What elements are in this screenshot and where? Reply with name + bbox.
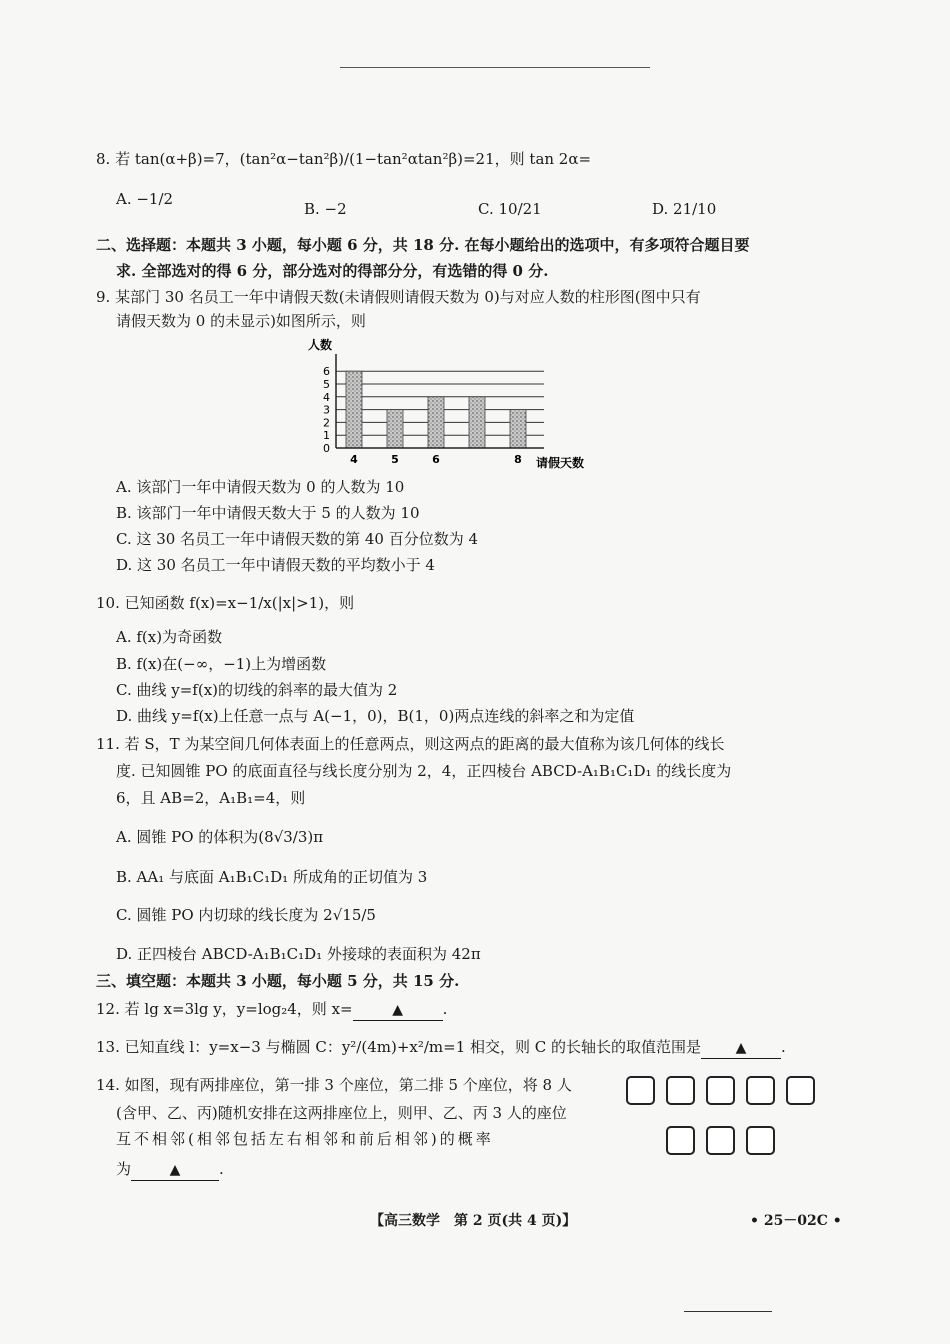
q10-stem: 10. 已知函数 f(x)=x−1/x(|x|>1)，则 [96,594,355,612]
q14-line1: 14. 如图，现有两排座位，第一排 3 个座位，第二排 5 个座位，将 8 人 [96,1076,572,1094]
seat-row1-2 [666,1076,695,1105]
q12 [96,1000,447,1021]
q8-option-b: B. −2 [304,200,347,218]
footer-page-info: 【高三数学 第 2 页(共 4 页)】 [370,1213,577,1229]
seat-row1-1 [626,1076,655,1105]
q9-line2: 请假天数为 0 的未显示)如图所示，则 [116,312,366,330]
section2-line2: 求. 全部选对的得 6 分，部分选对的得部分分，有选错的得 0 分. [116,262,549,280]
q8-option-c: C. 10/21 [478,200,542,218]
q14-answer-blank[interactable] [131,1160,219,1181]
q9-line1: 9. 某部门 30 名员工一年中请假天数(未请假则请假天数为 0)与对应人数的柱形图(图中只有 [96,288,701,306]
q13 [96,1038,786,1059]
chart-bar-4 [346,371,362,448]
seat-row2-3 [746,1126,775,1155]
q8-stem: 8. 若 tan(α+β)=7，(tan²α−tan²β)/(1−tan²αtan²β)=21，则 tan 2α= [96,150,592,168]
chart-bar-7 [469,397,485,448]
q14-line2: (含甲、乙、丙)随机安排在这两排座位上，则甲、乙、丙 3 人的座位 [116,1104,567,1122]
q13-text: 13. 已知直线 l：y=x−3 与椭圆 C：y²/(4m)+x²/m=1 相交，则 C 的长轴长的取值范围是 [96,1038,702,1056]
q10-option-b: B. f(x)在(−∞，−1)上为增函数 [116,655,327,673]
footer-code: • 25－02C • [750,1213,842,1229]
chart-bar-5 [387,410,403,448]
answer-mark-icon: ▲ [735,1040,747,1056]
q11-line1: 11. 若 S，T 为某空间几何体表面上的任意两点，则这两点的距离的最大值称为该几何体的线长 [96,735,725,753]
q9-option-d: D. 这 30 名员工一年中请假天数的平均数小于 4 [116,556,435,574]
chart-y-tick-label: 3 [323,403,330,417]
q9-option-b: B. 该部门一年中请假天数大于 5 的人数为 10 [116,504,420,522]
answer-mark-icon: ▲ [169,1162,181,1178]
q11-option-c: C. 圆锥 PO 内切球的线长度为 2√15/5 [116,906,376,924]
q11-line3: 6，且 AB=2，A₁B₁=4，则 [116,789,306,807]
q11-option-d: D. 正四棱台 ABCD-A₁B₁C₁D₁ 外接球的表面积为 42π [116,945,481,963]
seat-row1-3 [706,1076,735,1105]
q12-text: 12. 若 lg x=3lg y，y=log₂4，则 x= [96,1000,353,1018]
q9-option-a: A. 该部门一年中请假天数为 0 的人数为 10 [116,478,405,496]
chart-y-tick-label: 5 [323,378,330,391]
q14-end: . [219,1160,224,1178]
seat-row2-1 [666,1126,695,1155]
chart-y-tick-label: 1 [323,429,330,443]
chart-y-tick-label: 6 [323,365,330,379]
footer-rule [684,1311,772,1312]
seat-row1-4 [746,1076,775,1105]
q14-line3: 互不相邻(相邻包括左右相邻和前后相邻)的概率 [116,1130,494,1148]
leave-days-bar-chart [300,336,600,474]
chart-bar-8 [510,410,526,448]
chart-bar-6 [428,397,444,448]
q8-option-a: A. −1/2 [116,190,174,208]
q13-end: . [781,1038,786,1056]
chart-x-tick-label: 5 [391,453,399,466]
chart-y-tick-label: 4 [323,390,330,404]
q9-option-c: C. 这 30 名员工一年中请假天数的第 40 百分位数为 4 [116,530,479,548]
chart-y-tick-label: 0 [323,442,330,455]
q13-answer-blank[interactable] [701,1038,781,1059]
q10-option-c: C. 曲线 y=f(x)的切线的斜率的最大值为 2 [116,681,398,699]
answer-mark-icon: ▲ [392,1002,403,1018]
chart-x-tick-label: 6 [432,453,440,466]
chart-y-label: 人数 [308,338,333,352]
q11-option-a: A. 圆锥 PO 的体积为(8√3/3)π [116,828,324,846]
q10-option-d: D. 曲线 y=f(x)上任意一点与 A(−1，0)，B(1，0)两点连线的斜率之和为定值 [116,707,635,725]
q11-option-b: B. AA₁ 与底面 A₁B₁C₁D₁ 所成角的正切值为 3 [116,868,428,886]
section3-heading: 三、填空题：本题共 3 小题，每小题 5 分，共 15 分. [96,972,460,990]
section2-line1: 二、选择题：本题共 3 小题，每小题 6 分，共 18 分. 在每小题给出的选项中，有多项符合题目要 [96,236,750,254]
seat-row2-2 [706,1126,735,1155]
q12-answer-blank[interactable] [353,1000,443,1021]
chart-x-tick-label: 4 [350,453,358,466]
chart-y-tick-label: 2 [323,416,330,430]
chart-x-label: 请假天数 [536,456,585,470]
q8-option-d: D. 21/10 [652,200,717,218]
header-rule [340,67,650,68]
q14-line4: 为 [116,1160,132,1178]
q14-line4-row [116,1160,224,1181]
q10-option-a: A. f(x)为奇函数 [116,628,223,646]
q12-end: . [442,1000,448,1018]
chart-x-tick-label: 8 [514,453,522,466]
seat-row1-5 [786,1076,815,1105]
q11-line2: 度. 已知圆锥 PO 的底面直径与线长度分别为 2，4，正四棱台 ABCD-A₁B₁C₁D₁ 的线长度为 [116,762,732,780]
